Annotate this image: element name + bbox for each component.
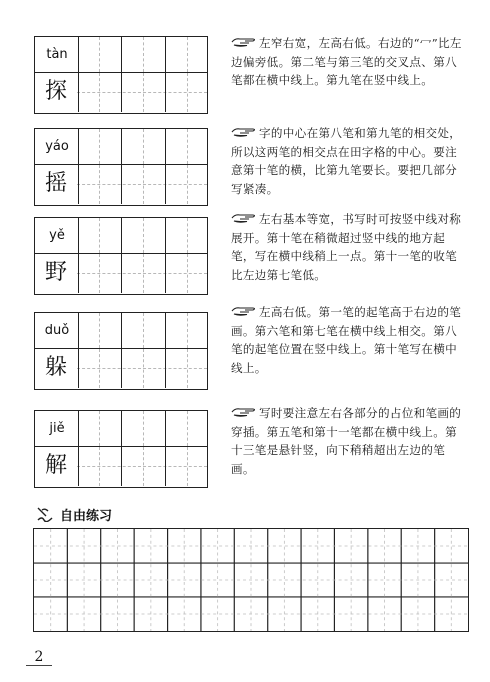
pinyin-label: tàn (46, 47, 68, 62)
practice-block-1 (34, 36, 208, 114)
pointing-hand-icon (231, 126, 257, 138)
practice-block-5 (34, 410, 208, 488)
char-row (35, 447, 207, 486)
model-character: 摇 (44, 171, 67, 196)
section-title: 自由练习 (60, 509, 113, 524)
note-text: 写时要注意左右各部分的占位和笔画的穿插。第五笔和第十一笔都在横中线上。第十三笔是悬针竖，向下稍稍超出左边的笔画。 (231, 406, 462, 476)
char-row (35, 73, 207, 112)
note-text: 字的中心在第八笔和第九笔的相交处，所以这两笔的相交点在田字格的中心。要注意第十笔的横，比第九笔要长。要把几部分写紧凑。 (231, 126, 462, 196)
note-text: 左窄右宽，左高右低。右边的“冖”比左边偏旁低。第二笔与第三笔的交叉点、第八笔都在横中线上。第九笔在竖中线上。 (231, 36, 462, 87)
pinyin-row (35, 37, 207, 73)
model-character: 探 (44, 79, 67, 104)
pinyin-row (35, 411, 207, 447)
char-row (35, 165, 207, 204)
practice-block-2 (34, 128, 208, 206)
pinyin-label: jiě (49, 421, 65, 436)
pointing-hand-icon (231, 305, 257, 317)
stroke-note-3 (231, 210, 465, 284)
free-practice-grid (33, 528, 469, 632)
pinyin-row (35, 129, 207, 165)
pointing-hand-icon (231, 212, 257, 224)
stroke-note-2 (231, 124, 465, 198)
pinyin-label: yáo (45, 139, 69, 154)
pen-icon (36, 506, 56, 522)
pointing-hand-icon (231, 406, 257, 418)
model-character: 野 (44, 260, 67, 285)
stroke-note-4 (231, 303, 465, 377)
practice-block-3 (34, 217, 208, 295)
page-number: 2 (26, 648, 52, 666)
pinyin-row (35, 218, 207, 254)
char-row (35, 349, 207, 388)
practice-block-4 (34, 312, 208, 390)
pointing-hand-icon (231, 36, 257, 48)
model-character: 躲 (44, 355, 67, 380)
stroke-note-5 (231, 404, 465, 478)
pinyin-row (35, 313, 207, 349)
char-row (35, 254, 207, 293)
note-text: 左右基本等宽，书写时可按竖中线对称展开。第十笔在稍微超过竖中线的地方起笔，写在横中线稍上一点。第十一笔的收笔比左边第七笔低。 (231, 212, 462, 282)
model-character: 解 (44, 453, 67, 478)
pinyin-label: yě (49, 228, 65, 243)
stroke-note-1 (231, 34, 465, 90)
pinyin-label: duǒ (44, 323, 70, 338)
note-text: 左高右低。第一笔的起笔高于右边的笔画。第六笔和第七笔在横中线上相交。第八笔的起笔位置在竖中线上。第十笔写在横中线上。 (231, 305, 462, 375)
